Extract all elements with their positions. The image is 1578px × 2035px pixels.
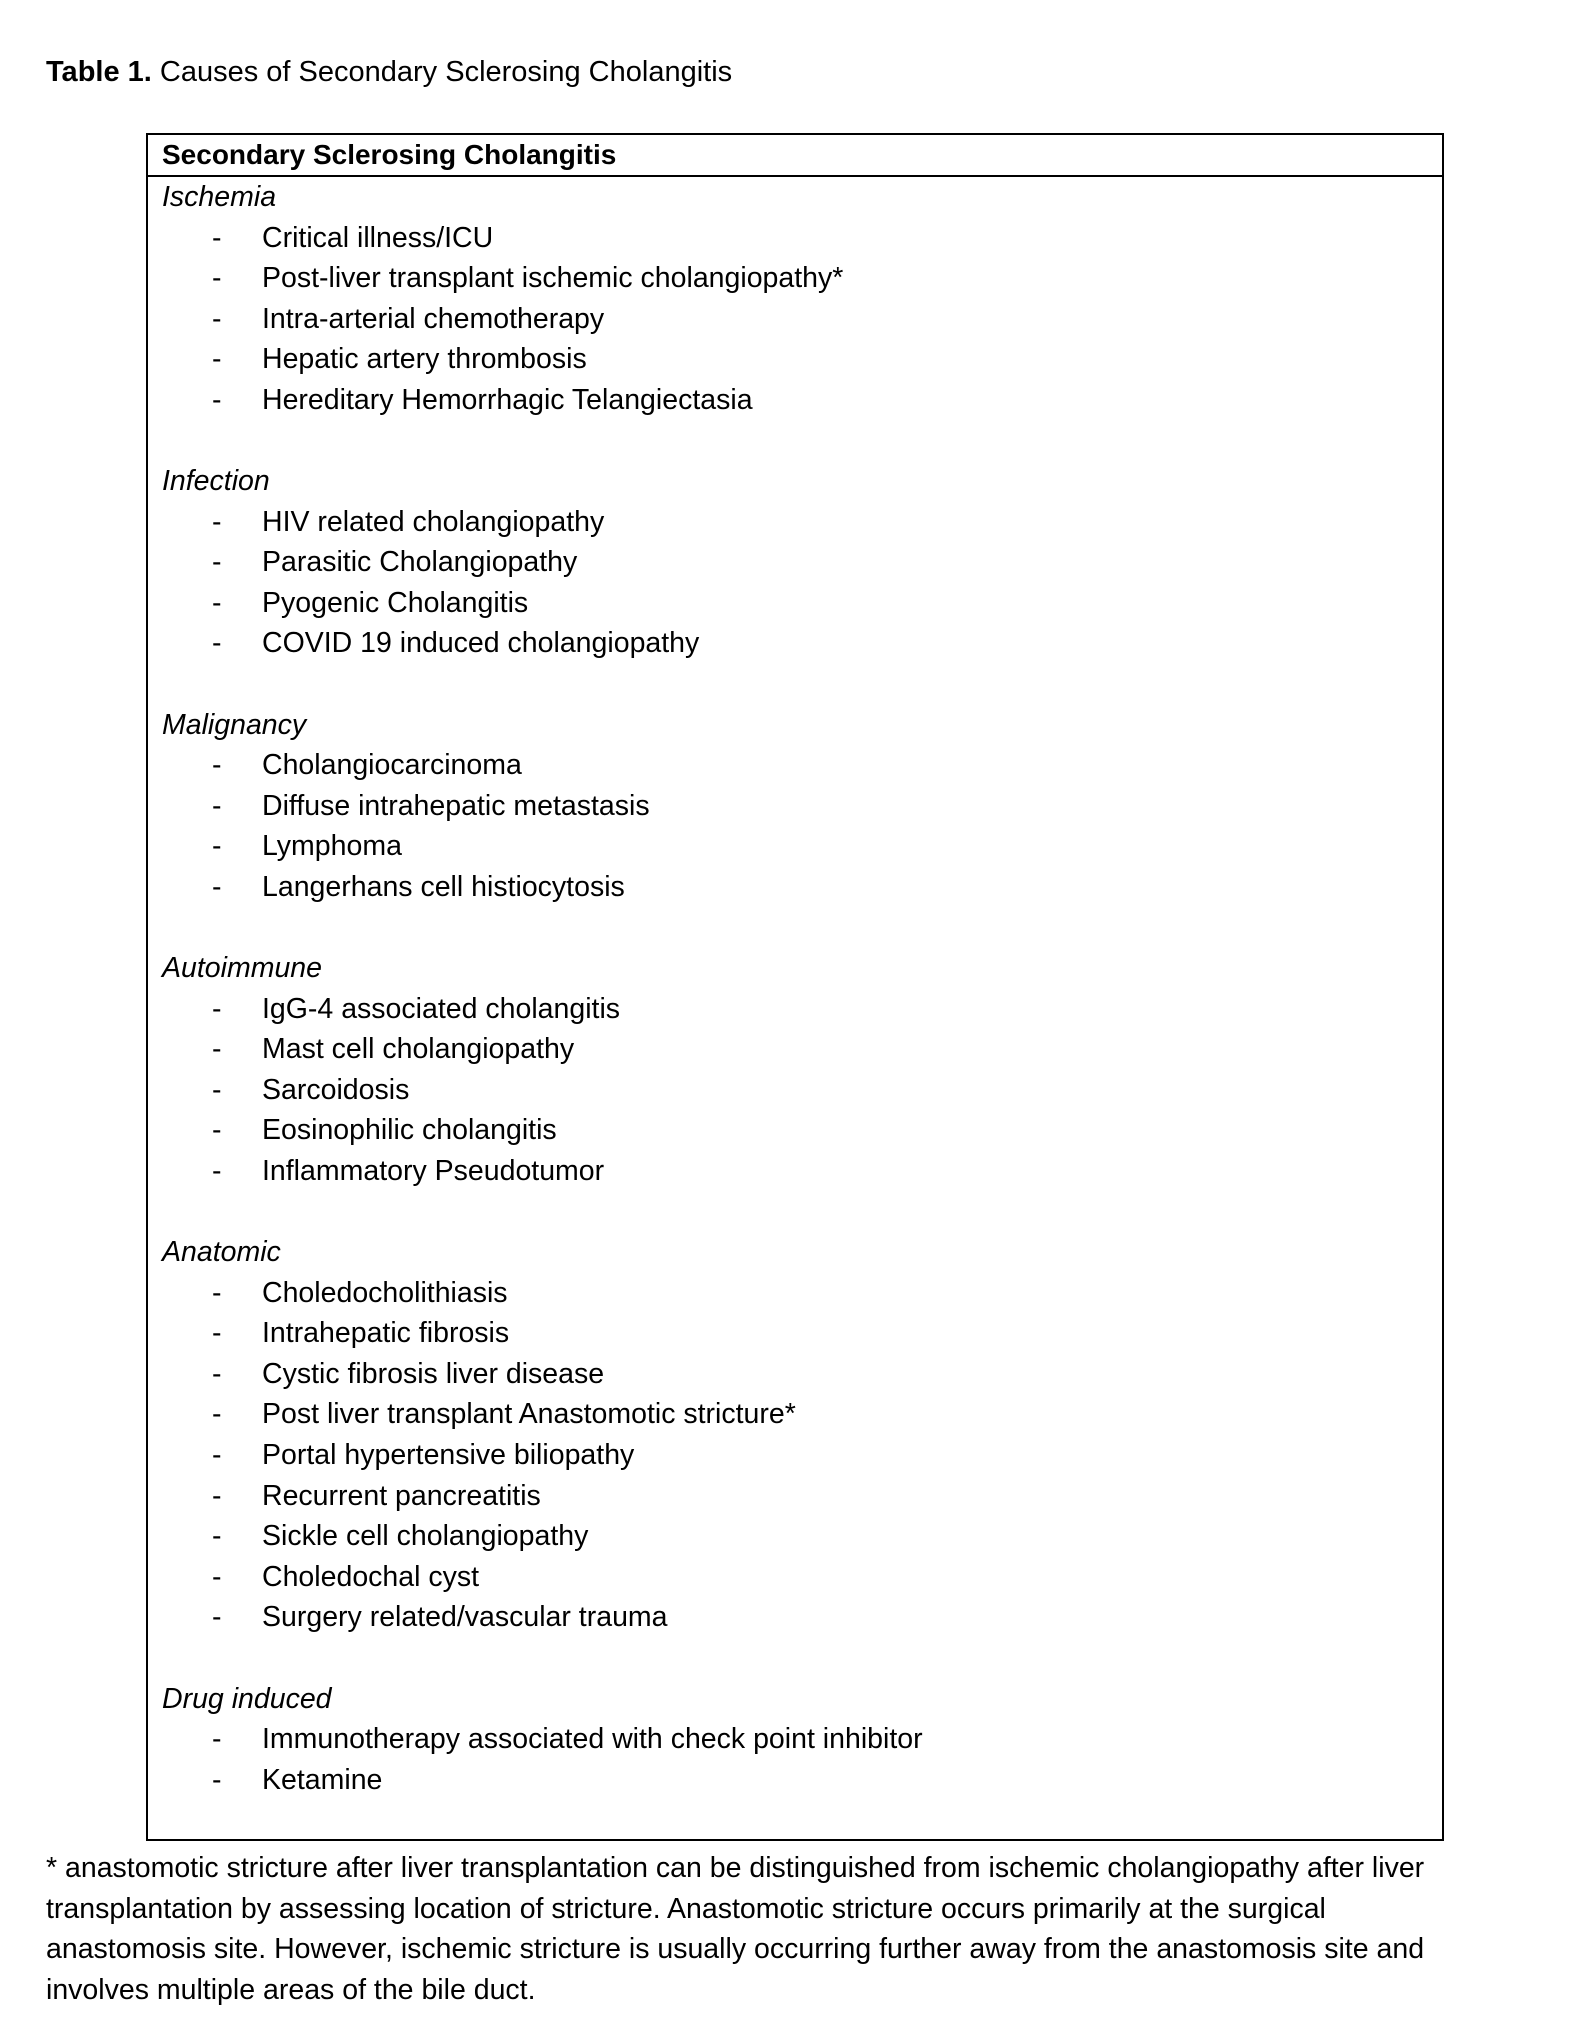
list-item-text: Cholangiocarcinoma	[262, 749, 522, 782]
list-item	[162, 1516, 1442, 1557]
footnote-line: involves multiple areas of the bile duct.	[46, 1973, 536, 2006]
list-item-text: Parasitic Cholangiopathy	[262, 546, 578, 579]
list-item-text: Critical illness/ICU	[262, 221, 494, 254]
list-item	[162, 218, 1442, 259]
list-bullet: -	[212, 343, 222, 376]
list-item-text: Pyogenic Cholangitis	[262, 586, 529, 619]
list-item	[162, 989, 1442, 1030]
list-item-text: COVID 19 induced cholangiopathy	[262, 627, 700, 660]
list-bullet: -	[212, 546, 222, 579]
list-item	[162, 826, 1442, 867]
list-bullet: -	[212, 1276, 222, 1309]
list-bullet: -	[212, 1033, 222, 1066]
list-item-text: Intrahepatic fibrosis	[262, 1317, 510, 1350]
list-item	[162, 786, 1442, 827]
list-item	[162, 1354, 1442, 1395]
list-bullet: -	[212, 221, 222, 254]
list-bullet: -	[212, 586, 222, 619]
category-title: Ischemia	[162, 181, 277, 213]
list-item	[162, 867, 1442, 908]
table-caption	[46, 52, 732, 92]
list-bullet: -	[212, 789, 222, 822]
list-bullet: -	[212, 383, 222, 416]
causes-table	[146, 133, 1444, 1841]
list-item	[162, 1110, 1442, 1151]
list-item-text: Hepatic artery thrombosis	[262, 343, 587, 376]
category-section	[162, 705, 1442, 908]
category-section	[162, 1232, 1442, 1638]
list-bullet: -	[212, 749, 222, 782]
list-bullet: -	[212, 1114, 222, 1147]
list-item-text: Post liver transplant Anastomotic stricture*	[262, 1398, 796, 1431]
list-item-text: Inflammatory Pseudotumor	[262, 1154, 605, 1187]
list-item	[162, 1273, 1442, 1314]
list-item-text: Sickle cell cholangiopathy	[262, 1520, 589, 1553]
list-item-text: Recurrent pancreatitis	[262, 1479, 541, 1512]
list-bullet: -	[212, 302, 222, 335]
list-item	[162, 380, 1442, 421]
list-bullet: -	[212, 1357, 222, 1390]
list-item	[162, 623, 1442, 664]
list-item-text: Sarcoidosis	[262, 1073, 410, 1106]
list-item	[162, 339, 1442, 380]
list-item-text: Langerhans cell histiocytosis	[262, 870, 625, 903]
list-item	[162, 1760, 1442, 1801]
category-title: Infection	[162, 465, 270, 498]
list-bullet: -	[212, 1601, 222, 1634]
list-item-text: Surgery related/vascular trauma	[262, 1601, 668, 1634]
list-item-text: Post-liver transplant ischemic cholangiopathy*	[262, 262, 844, 295]
footnote-line: * anastomotic stricture after liver transplantation can be distinguished from ischemic cholangiopathy after liver	[46, 1852, 1425, 1884]
table-caption-label: Table 1.	[46, 56, 152, 88]
list-item-text: Diffuse intrahepatic metastasis	[262, 789, 650, 822]
list-item	[162, 1597, 1442, 1638]
list-item	[162, 258, 1442, 299]
list-item-text: Immunotherapy associated with check point inhibitor	[262, 1723, 923, 1756]
list-item	[162, 1557, 1442, 1598]
list-item	[162, 1313, 1442, 1354]
list-item	[162, 1070, 1442, 1111]
list-bullet: -	[212, 262, 222, 295]
list-item	[162, 1029, 1442, 1070]
list-item	[162, 745, 1442, 786]
list-bullet: -	[212, 830, 222, 863]
footnote-line: anastomosis site. However, ischemic stricture is usually occurring further away from the anastomosis site and	[46, 1933, 1425, 1965]
list-bullet: -	[212, 627, 222, 660]
list-item-text: Choledochal cyst	[262, 1560, 480, 1593]
list-item-text: Ketamine	[262, 1763, 383, 1796]
table-header: Secondary Sclerosing Cholangitis	[148, 135, 1442, 177]
list-item	[162, 502, 1442, 543]
list-item	[162, 1151, 1442, 1192]
list-bullet: -	[212, 1520, 222, 1553]
category-title: Autoimmune	[162, 952, 322, 984]
category-section	[162, 177, 1442, 421]
list-bullet: -	[212, 1154, 222, 1187]
list-item	[162, 1435, 1442, 1476]
list-bullet: -	[212, 1560, 222, 1593]
category-section	[162, 948, 1442, 1192]
list-item	[162, 1719, 1442, 1760]
list-item-text: Eosinophilic cholangitis	[262, 1114, 557, 1147]
list-bullet: -	[212, 1398, 222, 1431]
list-bullet: -	[212, 1723, 222, 1756]
list-bullet: -	[212, 1479, 222, 1512]
list-item-text: Portal hypertensive biliopathy	[262, 1439, 635, 1472]
list-item	[162, 542, 1442, 583]
list-item-text: IgG-4 associated cholangitis	[262, 992, 621, 1025]
category-title: Malignancy	[162, 708, 307, 741]
footnote	[46, 1848, 1546, 2010]
list-item-text: Choledocholithiasis	[262, 1276, 508, 1309]
table-body	[148, 177, 1442, 1800]
list-item	[162, 583, 1442, 624]
list-item-text: Cystic fibrosis liver disease	[262, 1357, 605, 1390]
list-bullet: -	[212, 992, 222, 1025]
list-bullet: -	[212, 505, 222, 538]
category-title: Anatomic	[162, 1236, 281, 1269]
list-item-text: Mast cell cholangiopathy	[262, 1033, 575, 1066]
list-item-text: HIV related cholangiopathy	[262, 505, 605, 538]
list-bullet: -	[212, 1317, 222, 1350]
list-item	[162, 1476, 1442, 1517]
list-bullet: -	[212, 1073, 222, 1106]
list-item	[162, 1394, 1442, 1435]
list-bullet: -	[212, 870, 222, 903]
table-caption-text: Causes of Secondary Sclerosing Cholangitis	[151, 56, 733, 88]
list-item-text: Hereditary Hemorrhagic Telangiectasia	[262, 383, 753, 416]
list-bullet: -	[212, 1439, 222, 1472]
footnote-line: transplantation by assessing location of stricture. Anastomotic stricture occurs primarily at the surgical	[46, 1892, 1326, 1925]
category-section	[162, 1679, 1442, 1801]
category-section	[162, 461, 1442, 664]
list-item-text: Intra-arterial chemotherapy	[262, 302, 605, 335]
list-bullet: -	[212, 1763, 222, 1796]
list-item-text: Lymphoma	[262, 830, 402, 863]
category-title: Drug induced	[162, 1682, 332, 1715]
list-item	[162, 299, 1442, 340]
